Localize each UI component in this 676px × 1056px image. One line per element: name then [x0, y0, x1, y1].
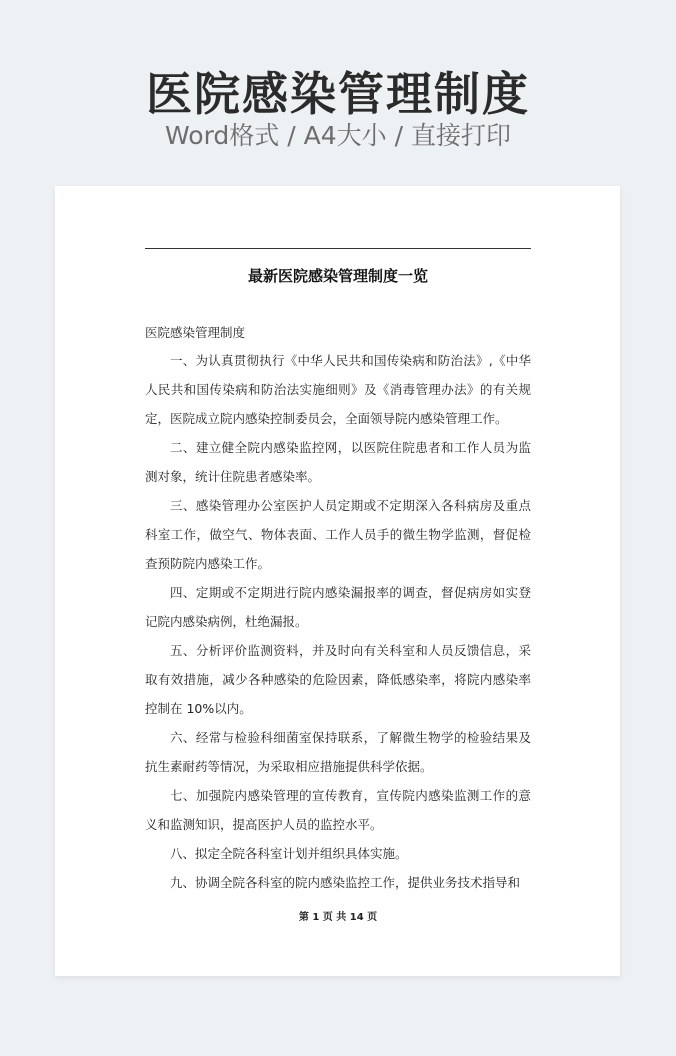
paragraph: 四、定期或不定期进行院内感染漏报率的调查，督促病房如实登记院内感染病例，杜绝漏报。 — [145, 585, 531, 629]
document-page — [55, 186, 620, 976]
banner-title: 医院感染管理制度 — [146, 67, 530, 121]
paragraph: 八、拟定全院各科室计划并组织具体实施。 — [170, 846, 408, 861]
paragraph: 一、为认真贯彻执行《中华人民共和国传染病和防治法》,《中华人民共和国传染病和防治法实施细则》及《消毒管理办法》的有关规定，医院成立院内感染控制委员会，全面领导院内感染管理工作。 — [145, 353, 531, 426]
paragraph: 三、感染管理办公室医护人员定期或不定期深入各科病房及重点科室工作，做空气、物体表面、工作人员手的微生物学监测，督促检查预防院内感染工作。 — [145, 498, 531, 571]
paragraph: 五、分析评价监测资料，并及时向有关科室和人员反馈信息，采取有效措施，减少各种感染的危险因素，降低感染率，将院内感染率控制在 10%以内。 — [145, 643, 531, 716]
page-number: 第 1 页 共 14 页 — [298, 912, 378, 923]
document-title: 最新医院感染管理制度一览 — [247, 267, 428, 285]
header-rule — [145, 248, 531, 249]
section-heading: 医院感染管理制度 — [145, 325, 246, 340]
paragraph: 六、经常与检验科细菌室保持联系，了解微生物学的检验结果及抗生素耐药等情况，为采取相应措施提供科学依据。 — [145, 730, 531, 774]
paragraph: 二、建立健全院内感染监控网，以医院住院患者和工作人员为监测对象，统计住院患者感染率。 — [145, 440, 531, 484]
paragraph: 九、协调全院各科室的院内感染监控工作，提供业务技术指导和 — [170, 875, 521, 890]
paragraph: 七、加强院内感染管理的宣传教育，宣传院内感染监测工作的意义和监测知识，提高医护人员的监控水平。 — [145, 788, 531, 832]
document-body — [145, 346, 531, 897]
banner-subtitle: Word格式 / A4大小 / 直接打印 — [165, 121, 511, 150]
